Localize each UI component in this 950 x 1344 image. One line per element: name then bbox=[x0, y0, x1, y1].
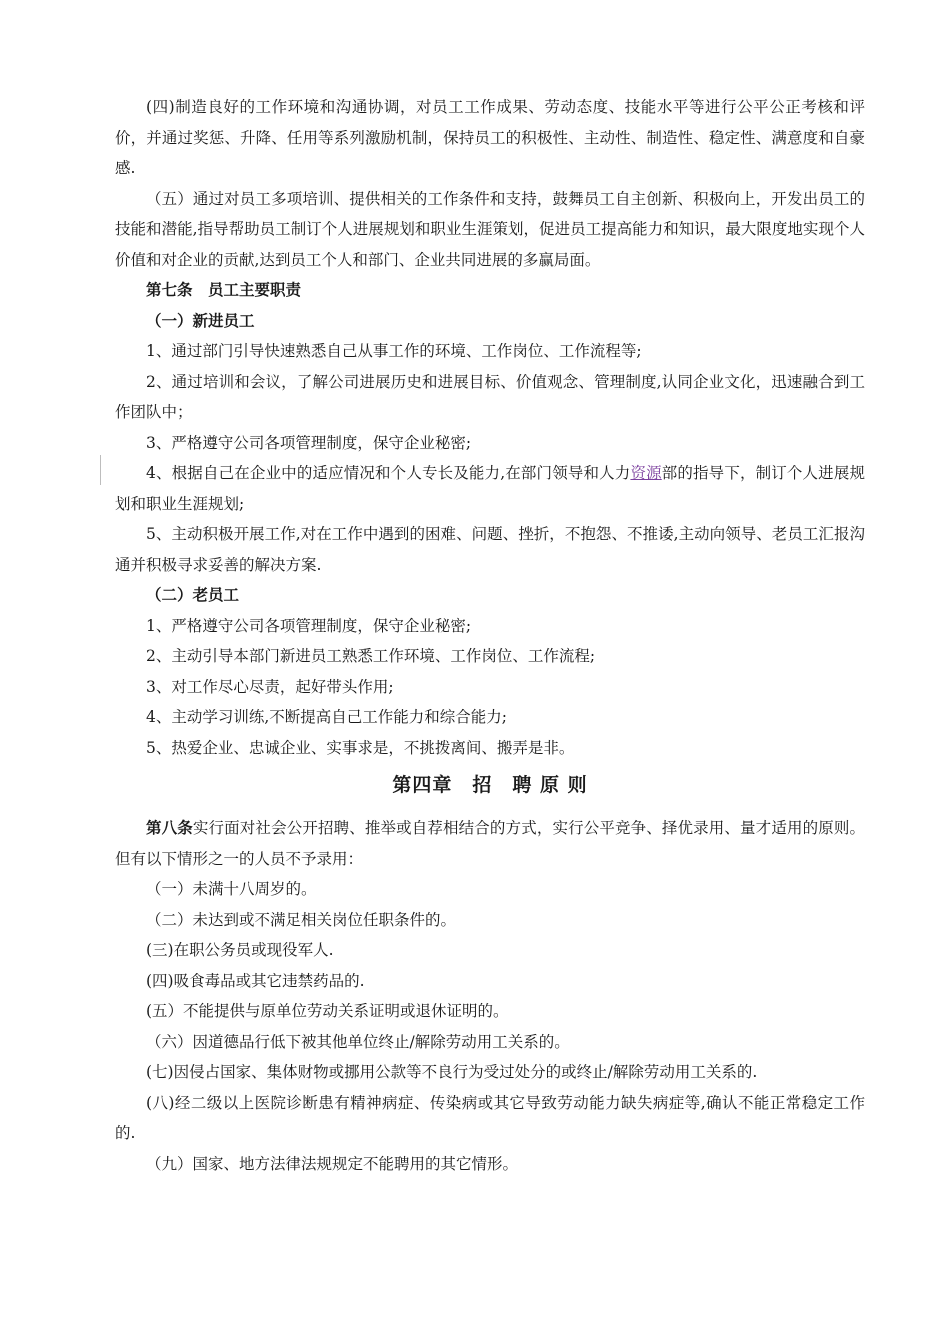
exclusion-item-1: （一）未满十八周岁的。 bbox=[146, 880, 317, 898]
item-4-text-after: 部的指导下，制订个人进展规划和职业生涯规划; bbox=[115, 464, 865, 513]
new-employee-heading: （一）新进员工 bbox=[146, 310, 255, 330]
exclusion-item-3: (三)在职公务员或现役军人. bbox=[146, 941, 334, 959]
exclusion-item-9: （九）国家、地方法律法规规定不能聘用的其它情形。 bbox=[146, 1154, 519, 1173]
new-employee-item-4 bbox=[115, 458, 865, 519]
document-page bbox=[115, 92, 865, 1179]
exclusion-item-4: (四)吸食毒品或其它违禁药品的. bbox=[146, 971, 365, 990]
old-employee-item-5: 5、热爱企业、忠诚企业、实事求是，不挑拨离间、搬弄是非。 bbox=[146, 738, 575, 757]
chapter-4-title: 第四章 招 聘 原 则 bbox=[392, 774, 588, 796]
new-employee-item-5: 5、主动积极开展工作,对在工作中遇到的困难、问题、挫折，不抱怨、不推诿,主动向领导、老员工汇报沟通并积极寻求妥善的解决方案. bbox=[115, 525, 865, 574]
item-4-text-before: 4、根据自己在企业中的适应情况和个人专长及能力,在部门领导和人力 bbox=[146, 464, 631, 482]
exclusion-item-5: (五）不能提供与原单位劳动关系证明或退休证明的。 bbox=[146, 1002, 509, 1020]
article-8-paragraph bbox=[115, 813, 865, 874]
old-employee-item-3: 3、对工作尽心尽责，起好带头作用; bbox=[146, 677, 394, 696]
new-employee-item-2: 2、通过培训和会议，了解公司进展历史和进展目标、价值观念、管理制度,认同企业文化，迅速融合到工作团队中； bbox=[115, 372, 865, 421]
new-employee-item-3: 3、严格遵守公司各项管理制度，保守企业秘密; bbox=[146, 433, 472, 452]
old-employee-item-2: 2、主动引导本部门新进员工熟悉工作环境、工作岗位、工作流程; bbox=[146, 647, 596, 665]
old-employee-item-1: 1、严格遵守公司各项管理制度，保守企业秘密; bbox=[146, 616, 472, 635]
exclusion-item-6: （六）因道德品行低下被其他单位终止/解除劳动用工关系的。 bbox=[146, 1032, 570, 1051]
article-7-heading: 第七条 员工主要职责 bbox=[146, 280, 302, 299]
revision-marker bbox=[100, 455, 101, 485]
paragraph-5: （五）通过对员工多项培训、提供相关的工作条件和支持，鼓舞员工自主创新、积极向上，开发出员工的技能和潜能,指导帮助员工制订个人进展规划和职业生涯策划，促进员工提高能力和知识，最大限度地实现个人价值和对企业的贡献,达到员工个人和部门、企业共同进展的多赢局面。 bbox=[115, 189, 865, 269]
new-employee-item-1: 1、通过部门引导快速熟悉自己从事工作的环境、工作岗位、工作流程等; bbox=[146, 342, 642, 360]
article-8-label: 第八条 bbox=[146, 818, 193, 837]
exclusion-item-7: (七)因侵占国家、集体财物或挪用公款等不良行为受过处分的或终止/解除劳动用工关系的. bbox=[146, 1063, 758, 1081]
article-8-text: 实行面对社会公开招聘、推举或自荐相结合的方式，实行公平竞争、择优录用、量才适用的原则。但有以下情形之一的人员不予录用： bbox=[115, 819, 865, 868]
exclusion-item-2: （二）未达到或不满足相关岗位任职条件的。 bbox=[146, 910, 457, 929]
old-employee-item-4: 4、主动学习训练,不断提高自己工作能力和综合能力; bbox=[146, 708, 508, 726]
old-employee-heading: （二）老员工 bbox=[146, 585, 240, 604]
paragraph-4: (四)制造良好的工作环境和沟通协调，对员工工作成果、劳动态度、技能水平等进行公平公正考核和评价，并通过奖惩、升降、任用等系列激励机制，保持员工的积极性、主动性、制造性、稳定性、满意度和自豪感. bbox=[115, 98, 865, 177]
exclusion-item-8: (八)经二级以上医院诊断患有精神病症、传染病或其它导致劳动能力缺失病症等,确认不能正常稳定工作的. bbox=[115, 1093, 865, 1142]
resources-link[interactable]: 资源 bbox=[630, 464, 662, 482]
